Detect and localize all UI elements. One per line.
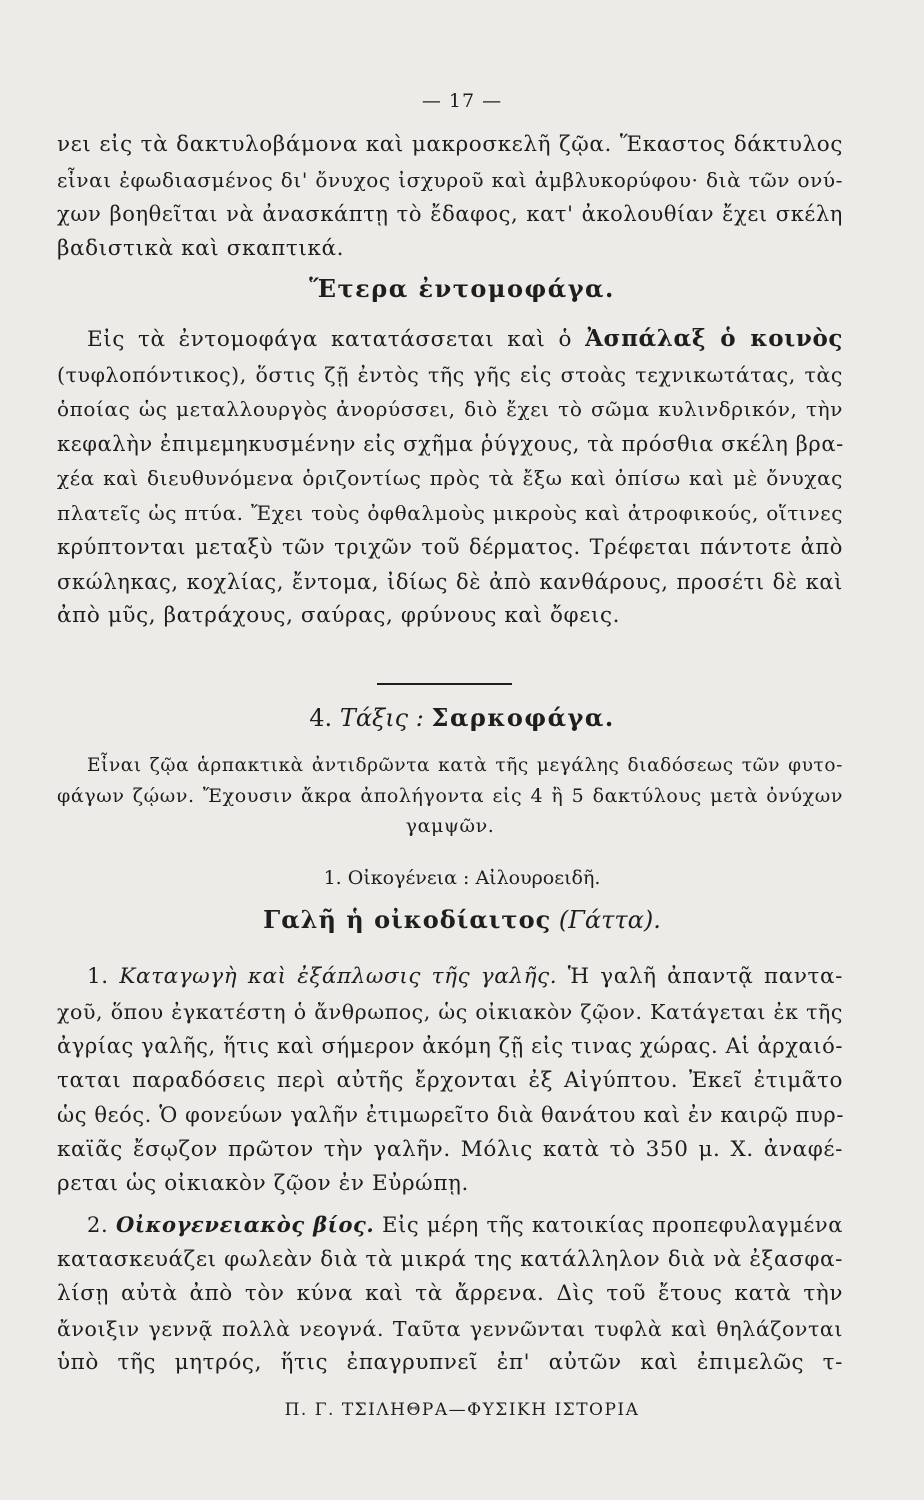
text-line: ὑπὸ τῆς μητρός, ἥτις ἐπαγρυπνεῖ ἐπ' αὐτῶν καὶ ἐπιμελῶς τ- (57, 1350, 843, 1375)
text-line: χων βοηθεῖται νὰ ἀνασκάπτῃ τὸ ἔδαφος, κατ' ἀκολουθίαν ἔχει σκέλη (57, 202, 843, 226)
order-number: 4. (309, 704, 333, 732)
section-divider (377, 683, 512, 685)
order-label: Τάξις : (339, 704, 424, 732)
text-line: ὡς θεός. Ὁ φονεύων γαλῆν ἐτιμωρεῖτο διὰ θανάτου καὶ ἐν καιρῷ πυρ- (57, 1103, 845, 1127)
text-line: καϊᾶς ἔσῳζον πρῶτον τὴν γαλῆν. Μόλις κατὰ τὸ 350 μ. Χ. ἀναφέ- (57, 1136, 843, 1162)
paragraph-digitigrades (57, 128, 843, 266)
footer-signature: Π. Γ. ΤΣΙΛΗΘΡΑ—ΦΥΣΙΚΗ ΙΣΤΟΡΙΑ (284, 1400, 640, 1420)
section-number: 2. (87, 1213, 109, 1237)
text-line: σκώληκας, κοχλίας, ἔντομα, ἰδίως δὲ ἀπὸ κανθάρους, προσέτι δὲ καὶ (57, 569, 843, 594)
page-number: — 17 — (421, 90, 503, 112)
text-line: γαμψῶν. (405, 815, 495, 837)
section-title: Οἰκογενειακὸς βίος. (115, 1212, 375, 1237)
order-heading (0, 703, 924, 732)
text-line: ταται παραδόσεις περὶ αὐτῆς ἔρχονται ἐξ Αἰγύπτου. Ἐκεῖ ἐτιμᾶτο (57, 1067, 843, 1093)
text-line-start: Εἰς τὰ ἐντομοφάγα κατατάσσεται καὶ ὁ (87, 327, 573, 352)
text-line (57, 322, 843, 358)
text-line (57, 960, 843, 995)
text-line: κεφαλὴν ἐπιμεμηκυσμένην εἰς σχῆμα ῥύγχους, τὰ πρόσθια σκέλη βρα- (57, 431, 844, 456)
text-line: φάγων ζῴων. Ἔχουσιν ἄκρα ἀπολήγοντα εἰς 4 ἢ 5 δακτύλους μετὰ ὀνύχων (57, 785, 843, 807)
text-line: ἄνοιξιν γεννᾷ πολλὰ νεογνά. Ταῦτα γεννῶνται τυφλὰ καὶ θηλάζονται (57, 1316, 843, 1341)
text-line: ἀγρίας γαλῆς, ἥτις καὶ σήμερον ἀκόμη ζῇ εἰς τινας χώρας. Αἱ ἀρχαιό- (57, 1034, 844, 1058)
text-line: πλατεῖς ὡς πτύα. Ἔχει τοὺς ὀφθαλμοὺς μικροὺς καὶ ἀτροφικούς, οἵτινες (57, 500, 843, 525)
paragraph-mole (57, 322, 843, 634)
text-line-rest: Εἰς μέρη τῆς κατοικίας προπεφυλαγμένα (382, 1213, 844, 1237)
order-description (57, 751, 843, 841)
text-line: ἀπὸ μῦς, βατράχους, σαύρας, φρύνους καὶ ὄφεις. (57, 603, 621, 628)
text-line: λίσῃ αὐτὰ ἀπὸ τὸν κύνα καὶ τὰ ἄρρενα. Δὶς τοῦ ἔτους κατὰ τὴν (57, 1281, 843, 1306)
text-line: χοῦ, ὅπου ἐγκατέστη ὁ ἄνθρωπος, ὡς οἰκιακὸν ζῷον. Κατάγεται ἐκ τῆς (57, 999, 843, 1024)
text-line: νει εἰς τὰ δακτυλοβάμονα καὶ μακροσκελῆ ζῷα. Ἕκαστος δάκτυλος (57, 132, 843, 157)
species-name: Γαλῆ ἡ οἰκοδίαιτος (263, 905, 552, 934)
text-line: ὁποίας ὡς μεταλλουργὸς ἀνορύσσει, διὸ ἔχει τὸ σῶμα κυλινδρικόν, τὴν (57, 397, 843, 421)
section-number: 1. (87, 964, 109, 989)
section-family-life (57, 1208, 843, 1381)
text-line: βαδιστικὰ καὶ σκαπτικά. (57, 235, 345, 261)
text-line (57, 1208, 843, 1243)
species-name-mole: Ἀσπάλαξ ὁ κοινὸς (585, 325, 843, 352)
family-heading: 1. Οἰκογένεια : Αἰλουροειδῆ. (323, 867, 601, 889)
text-line: κρύπτονται μεταξὺ τῶν τριχῶν τοῦ δέρματος. Τρέφεται πάντοτε ἀπὸ (57, 535, 843, 559)
text-line: εἶναι ἐφωδιασμένος δι' ὄνυχος ἰσχυροῦ καὶ ἀμβλυκορύφου· διὰ τῶν ονύ- (57, 167, 843, 192)
species-common-name: (Γάττα). (558, 906, 661, 934)
text-line: Εἶναι ζῷα ἁρπακτικὰ ἀντιδρῶντα κατὰ τῆς μεγάλης διαδόσεως τῶν φυτο- (87, 755, 843, 776)
text-line: (τυφλοπόντικος), ὅστις ζῇ ἐντὸς τῆς γῆς εἰς στοὰς τεχνικωτάτας, τὰς (57, 362, 843, 387)
text-line: ρεται ὡς οἰκιακὸν ζῷον ἐν Εὐρώπῃ. (57, 1171, 469, 1196)
section-origin (57, 960, 843, 1202)
text-line: κατασκευάζει φωλεὰν διὰ τὰ μικρά της κατάλληλον διὰ νὰ ἐξασφα- (57, 1246, 843, 1272)
species-heading (0, 905, 924, 934)
text-line: χέα καὶ διευθυνόμενα ὁριζοντίως πρὸς τὰ ἔξω καὶ ὀπίσω καὶ μὲ ὄνυχας (57, 466, 843, 490)
section-title: Καταγωγὴ καὶ ἐξάπλωσις τῆς γαλῆς. (119, 964, 558, 989)
order-name: Σαρκοφάγα. (431, 703, 615, 732)
heading-other-insectivores: Ἕτερα ἐντομοφάγα. (309, 274, 615, 303)
text-line-rest: Ἡ γαλῆ ἀπαντᾷ παντα- (567, 964, 844, 989)
